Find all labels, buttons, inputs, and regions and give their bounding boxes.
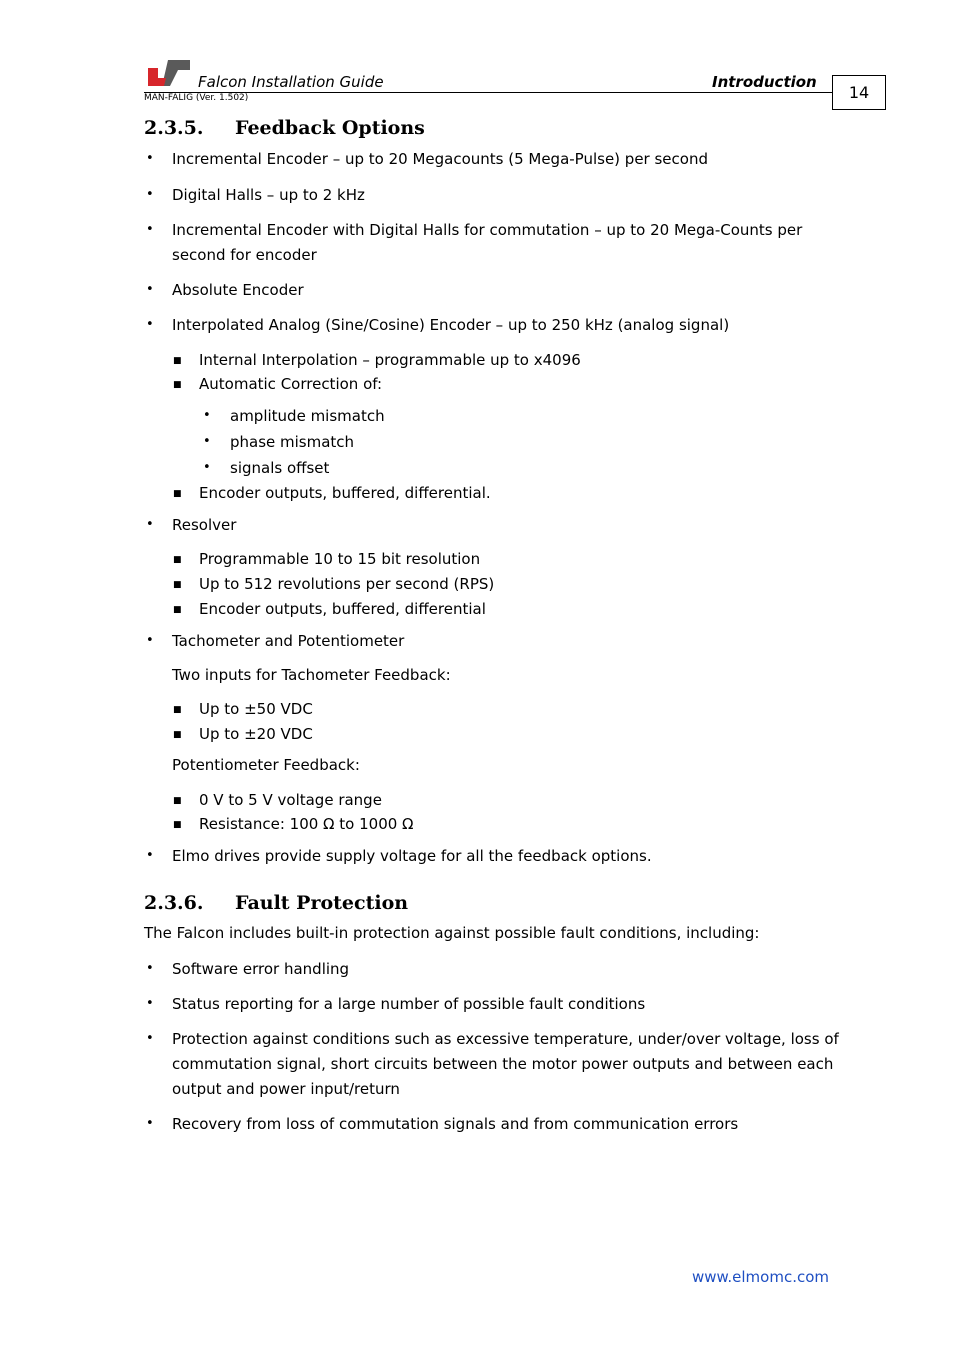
sub-list-item: Internal Interpolation – programmable up to x4096 <box>199 351 581 369</box>
list-item: Absolute Encoder <box>172 281 304 299</box>
bullet-icon: • <box>146 1031 154 1046</box>
list-item: Protection against conditions such as excessive temperature, under/over voltage, loss of <box>172 1030 839 1048</box>
sub-sub-list-item: signals offset <box>230 459 330 477</box>
list-item: Elmo drives provide supply voltage for all the feedback options. <box>172 847 652 865</box>
sub-list-item: Up to 512 revolutions per second (RPS) <box>199 575 495 593</box>
document-version: MAN-FALIG (Ver. 1.502) <box>144 93 249 103</box>
list-item-continuation: output and power input/return <box>172 1080 400 1098</box>
bullet-icon: • <box>203 460 211 475</box>
list-item: Software error handling <box>172 960 350 978</box>
sub-list-item: Up to ±50 VDC <box>199 700 313 718</box>
page-number-box <box>832 75 886 110</box>
list-item-continuation: commutation signal, short circuits between the motor power outputs and between each <box>172 1055 834 1073</box>
feedback-heading-title: Feedback Options <box>235 117 425 139</box>
square-bullet-icon: ■ <box>173 605 182 615</box>
list-item: Recovery from loss of commutation signals and from communication errors <box>172 1115 739 1133</box>
list-item: Interpolated Analog (Sine/Cosine) Encoder – up to 250 kHz (analog signal) <box>172 316 730 334</box>
sub-list-item: 0 V to 5 V voltage range <box>199 791 382 809</box>
page-number: 14 <box>848 83 870 102</box>
document-title: Falcon Installation Guide <box>198 73 384 91</box>
bullet-icon: • <box>146 222 154 237</box>
bullet-icon: • <box>146 187 154 202</box>
sub-list-item: Automatic Correction of: <box>199 375 383 393</box>
square-bullet-icon: ■ <box>173 820 182 830</box>
footer-website-link[interactable]: www.elmomc.com <box>691 1268 829 1286</box>
list-item: Incremental Encoder – up to 20 Megacounts (5 Mega-Pulse) per second <box>172 150 708 168</box>
square-bullet-icon: ■ <box>173 730 182 740</box>
sub-sub-list-item: amplitude mismatch <box>230 407 385 425</box>
list-item: Incremental Encoder with Digital Halls for commutation – up to 20 Mega-Counts per <box>172 221 803 239</box>
bullet-icon: • <box>146 848 154 863</box>
square-bullet-icon: ■ <box>173 705 182 715</box>
square-bullet-icon: ■ <box>173 380 182 390</box>
list-item-continuation: second for encoder <box>172 246 317 264</box>
bullet-icon: • <box>146 151 154 166</box>
feedback-heading-number: 2.3.5. <box>144 117 204 139</box>
sub-list-item: Resistance: 100 Ω to 1000 Ω <box>199 815 414 833</box>
sub-list-item: Encoder outputs, buffered, differential. <box>199 484 491 502</box>
paragraph: Potentiometer Feedback: <box>172 756 360 774</box>
bullet-icon: • <box>146 996 154 1011</box>
list-item: Resolver <box>172 516 237 534</box>
fault-heading-title: Fault Protection <box>235 892 409 914</box>
bullet-icon: • <box>146 317 154 332</box>
bullet-icon: • <box>146 282 154 297</box>
bullet-icon: • <box>203 434 211 449</box>
square-bullet-icon: ■ <box>173 555 182 565</box>
bullet-icon: • <box>146 961 154 976</box>
list-item: Digital Halls – up to 2 kHz <box>172 186 365 204</box>
sub-list-item: Up to ±20 VDC <box>199 725 313 743</box>
sub-list-item: Programmable 10 to 15 bit resolution <box>199 550 481 568</box>
bullet-icon: • <box>146 633 154 648</box>
bullet-icon: • <box>146 517 154 532</box>
square-bullet-icon: ■ <box>173 356 182 366</box>
section-name: Introduction <box>712 73 817 91</box>
list-item: Tachometer and Potentiometer <box>172 632 405 650</box>
square-bullet-icon: ■ <box>173 489 182 499</box>
bullet-icon: • <box>146 1116 154 1131</box>
bullet-icon: • <box>203 408 211 423</box>
elmo-logo-icon <box>148 58 190 88</box>
sub-list-item: Encoder outputs, buffered, differential <box>199 600 486 618</box>
sub-sub-list-item: phase mismatch <box>230 433 355 451</box>
list-item: Status reporting for a large number of possible fault conditions <box>172 995 646 1013</box>
square-bullet-icon: ■ <box>173 580 182 590</box>
paragraph: Two inputs for Tachometer Feedback: <box>172 666 451 684</box>
fault-intro: The Falcon includes built-in protection against possible fault conditions, including: <box>144 924 760 942</box>
fault-heading-number: 2.3.6. <box>144 892 204 914</box>
square-bullet-icon: ■ <box>173 796 182 806</box>
